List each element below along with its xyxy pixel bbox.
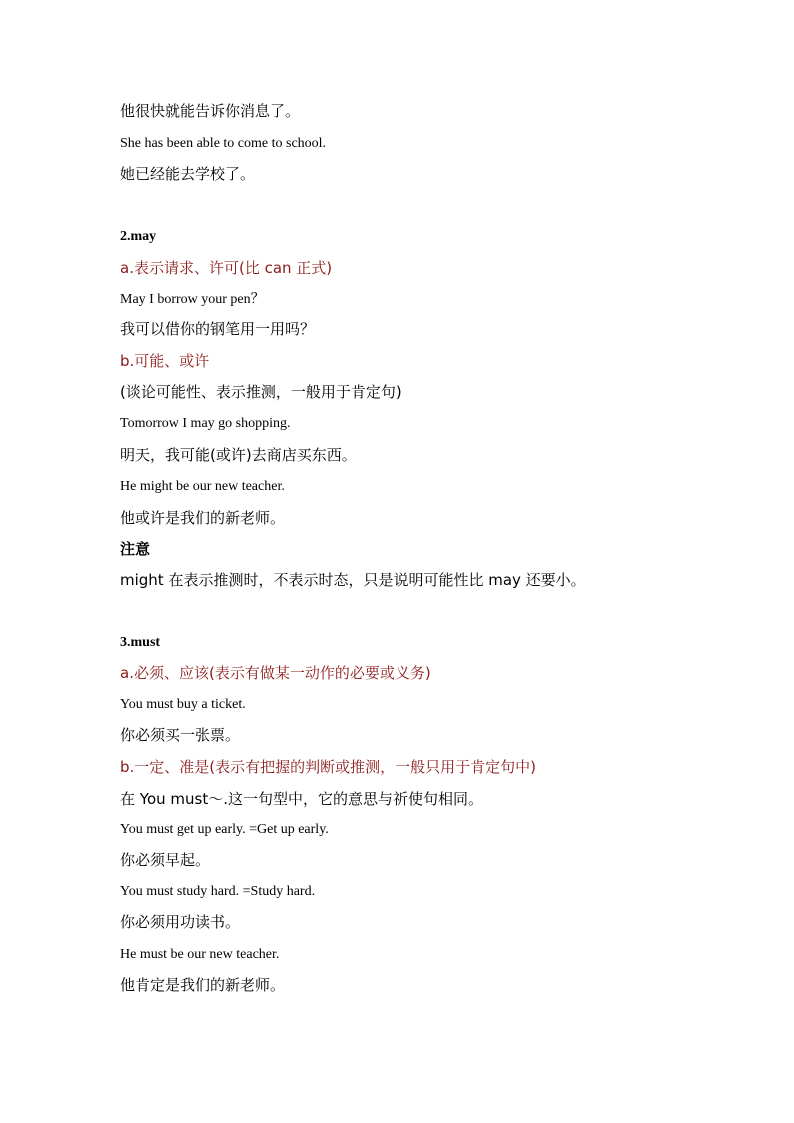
example-sentence: He might be our new teacher. <box>120 479 285 494</box>
example-translation: 你必须用功读书。 <box>120 913 241 931</box>
example-translation: 他或许是我们的新老师。 <box>120 509 286 527</box>
example-sentence: You must get up early. =Get up early. <box>120 822 329 837</box>
usage-heading: b.可能、或许 <box>120 352 210 370</box>
example-translation: 我可以借你的钢笔用一用吗？ <box>120 320 316 338</box>
example-sentence: Tomorrow I may go shopping. <box>120 416 291 431</box>
usage-note: (谈论可能性、表示推测，一般用于肯定句) <box>120 383 402 401</box>
section-heading-must: 3.must <box>120 635 161 650</box>
example-translation: 明天，我可能(或许)去商店买东西。 <box>120 446 357 464</box>
example-translation: 他肯定是我们的新老师。 <box>120 976 286 994</box>
example-translation: 他很快就能告诉你消息了。 <box>120 102 301 120</box>
note-heading: 注意 <box>120 540 151 558</box>
usage-heading: b.一定、准是(表示有把握的判断或推测，一般只用于肯定句中) <box>120 758 536 776</box>
note-text: might 在表示推测时，不表示时态，只是说明可能性比 may 还要小。 <box>120 571 586 589</box>
example-translation: 她已经能去学校了。 <box>120 165 256 183</box>
usage-heading: a.必须、应该(表示有做某一动作的必要或义务) <box>120 664 431 682</box>
example-sentence: He must be our new teacher. <box>120 947 280 962</box>
example-sentence: You must study hard. =Study hard. <box>120 884 316 899</box>
section-heading-may: 2.may <box>120 229 157 244</box>
example-sentence: She has been able to come to school. <box>120 136 327 151</box>
usage-note: 在 You must～.这一句型中，它的意思与祈使句相同。 <box>120 790 483 808</box>
example-sentence: You must buy a ticket. <box>120 697 246 712</box>
example-translation: 你必须早起。 <box>120 851 211 869</box>
example-sentence: May I borrow your pen？ <box>120 292 265 307</box>
usage-heading: a.表示请求、许可(比 can 正式) <box>120 259 333 277</box>
example-translation: 你必须买一张票。 <box>120 726 241 744</box>
